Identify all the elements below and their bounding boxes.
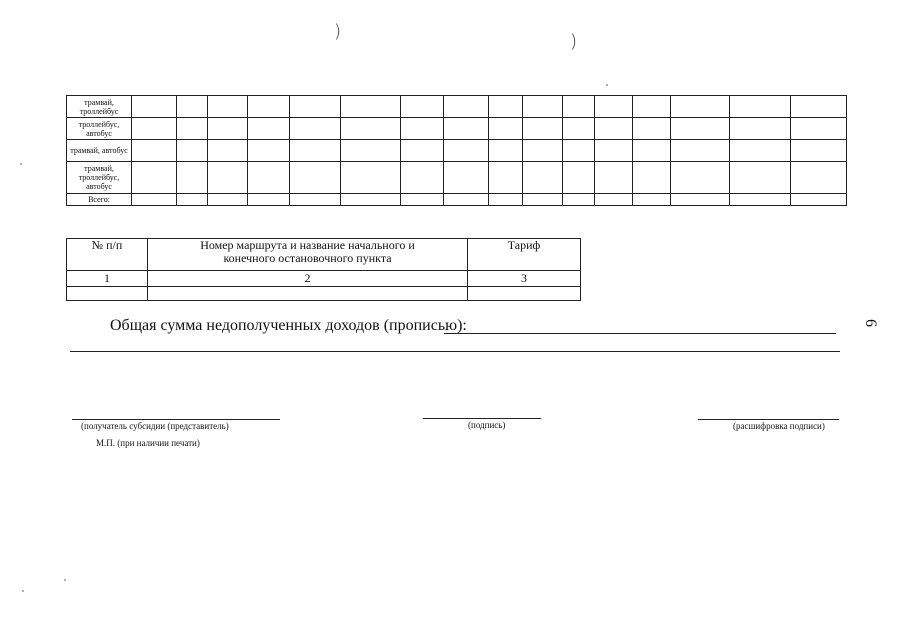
decoding-line [698, 419, 839, 420]
table-row [67, 271, 581, 287]
row-label: троллейбус, автобус [67, 118, 132, 140]
signature-caption: (подпись) [468, 420, 506, 430]
decoding-caption: (расшифровка подписи) [733, 421, 825, 431]
signature-line [423, 418, 541, 419]
tariff-table [66, 238, 581, 301]
header-tariff: Тариф [468, 239, 581, 271]
row-label: трамвай, троллейбус [67, 96, 132, 118]
table-row [67, 96, 847, 118]
table-row [67, 162, 847, 194]
punch-hole-mark: ) [570, 31, 578, 52]
table-row-total [67, 194, 847, 206]
total-sum-line-2 [70, 351, 840, 352]
recipient-line [72, 419, 280, 420]
table-row [67, 140, 847, 162]
col-number: 1 [67, 271, 148, 287]
col-number: 3 [468, 271, 581, 287]
row-label: Всего: [67, 194, 132, 206]
total-sum-label: Общая сумма недополученных доходов (прописью): [110, 317, 467, 334]
recipient-caption: (получатель субсидии (представитель) [81, 421, 229, 431]
table-header-row [67, 239, 581, 271]
header-route: Номер маршрута и название начального и конечного остановочного пункта [148, 239, 468, 271]
punch-hole-mark: ) [334, 21, 342, 42]
header-num: № п/п [67, 239, 148, 271]
scan-speck [22, 590, 24, 592]
row-label: трамвай, троллейбус, автобус [67, 162, 132, 194]
scan-speck [64, 579, 66, 581]
scan-speck [20, 163, 22, 165]
table-row [67, 287, 581, 301]
total-sum-line [444, 333, 836, 334]
scan-speck [606, 84, 608, 86]
page-number: 6 [862, 319, 879, 327]
row-label: трамвай, автобус [67, 140, 132, 162]
transport-table [66, 95, 847, 206]
table-row [67, 118, 847, 140]
col-number: 2 [148, 271, 468, 287]
stamp-caption: М.П. (при наличии печати) [96, 438, 200, 448]
